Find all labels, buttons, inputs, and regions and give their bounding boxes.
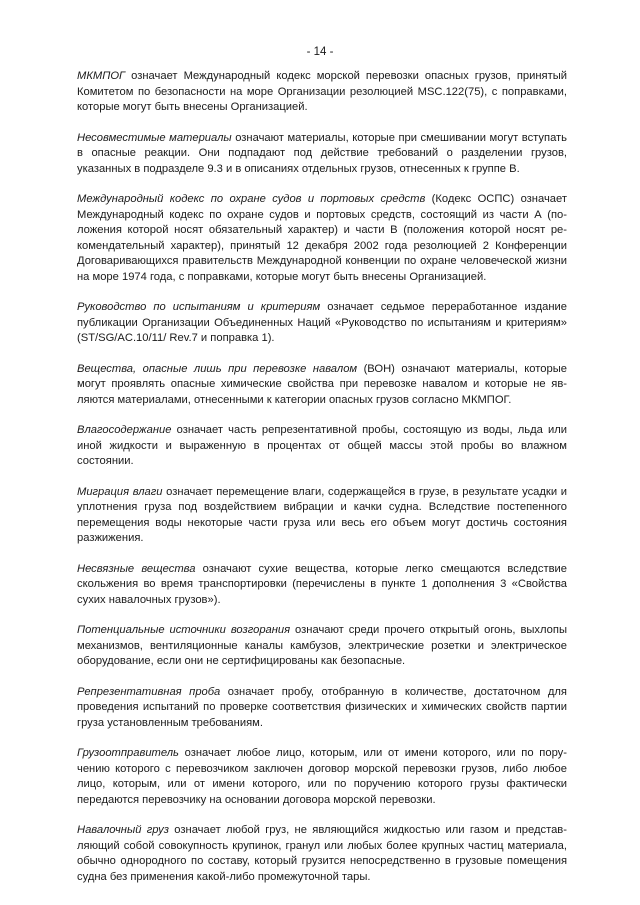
definition-non-cohesive <box>77 562 567 609</box>
term: Навалочный груз <box>77 824 169 836</box>
definition-text: означает любой груз, не являющийся жидкостью или газом и представляющий собой совокупность крупинок, гранул или любых более крупных частиц материала, обычно однородного по составу, который грузится непосредственно в грузовые помещения судна без применения какой-либо промежуточной тары. <box>77 824 567 883</box>
definition-text: означают сухие вещества, которые легко смещаются вследствие скольжения во время транспортировки (перечислены в пункте 1 дополнения 3 «Свойства сухих навалочных грузов»). <box>77 562 567 606</box>
term: Вещества, опасные лишь при перевозке навалом <box>77 362 358 375</box>
term: Несовместимые материалы <box>77 131 232 144</box>
definition-bulk-cargo <box>77 823 567 885</box>
definition-text: (ВОН) означают материалы, которые могут проявлять опасные химические свойства при перевозке навалом и которые не являются материалами, отнесенными к категории опасных грузов согласно МКМПОГ. <box>77 362 567 406</box>
definition-text: означает Международный кодекс морской перевозки опасных грузов, принятый Комитетом по безопасности на море Организации резолюцией MSC.122(75), с поправками, которые могут быть внесены Организацией. <box>77 70 567 113</box>
definition-moisture-content <box>77 423 567 470</box>
definition-text: означает любое лицо, которым, или от имени которого, или по поручению которого с перевозчиком заключен договор морской перевозки грузов, либо любое лицо, которым, или от имени которого, или по поручению которого грузы фактически передаются перевозчику на основании договора морской перевозки. <box>77 747 567 806</box>
definition-mhb <box>77 362 567 409</box>
definition-shipper <box>77 746 567 808</box>
definition-tests-manual <box>77 300 567 347</box>
definition-incompatible-materials <box>77 131 567 178</box>
term: Международный кодекс по охране судов и портовых средств <box>77 193 426 205</box>
term: Миграция влаги <box>77 485 163 498</box>
term: МКМПОГ <box>77 70 126 82</box>
page-number: - 14 - <box>306 46 334 58</box>
definition-text: означают среди прочего открытый огонь, выхлопы механизмов, вентиляционные каналы камбузов, электрические розетки и электрическое оборудование, если они не сертифицированы как безопасные. <box>77 624 567 667</box>
definition-text: означает перемещение влаги, содержащейся в грузе, в результате усадки и уплотнения груза под воздействием вибрации и качки судна. Вследствие постепенного перемещения воды некоторые части груза или весь его объем могут достичь состояния разжижения. <box>77 485 567 544</box>
definition-isps-code <box>77 192 567 285</box>
term: Потенциальные источники возгорания <box>77 624 291 636</box>
term: Руководство по испытаниям и критериям <box>77 301 321 313</box>
term: Несвязные вещества <box>77 562 196 575</box>
definition-representative-sample <box>77 685 567 732</box>
definition-text: означает пробу, отобранную в количестве, достаточном для проведения испытаний по проверке соответствия физических и химических свойств партии груза установленным требованиям. <box>77 685 567 729</box>
definition-text: означает часть репрезентативной пробы, состоящую из воды, льда или иной жидкости и выраженную в процентах от общей массы этой пробы во влажном состоянии. <box>77 424 567 467</box>
term: Влагосодержание <box>77 424 172 436</box>
definitions-list <box>77 69 567 900</box>
definition-text: (Кодекс ОСПС) означает Международный кодекс по охране судов и портовых средств, состоящий из части А (положения которой носят обязательный характер) и части В (положения которой носят рекомендательный характер), принятый 12 декабря 2002 года резолюцией 2 Конференции Договаривающихся правительств Международной конвенции по охране человеческой жизни на море 1974 года, с поправками, которые могут быть внесены Организацией. <box>77 193 567 283</box>
definition-text: означают материалы, которые при смешивании могут вступать в опасные реакции. Они подпадают под действие требований о разделении грузов, указанных в подразделе 9.3 и в описаниях отдельных грузов, отнесенных к группе В. <box>77 131 567 175</box>
definition-mkmpog <box>77 69 567 116</box>
term: Грузоотправитель <box>77 747 179 759</box>
definition-ignition-sources <box>77 623 567 670</box>
definition-text: означает седьмое переработанное издание публикации Организации Объединенных Наций «Руководство по испытаниям и критериям» (ST/SG/AC.10/11/ Rev.7 и поправка 1). <box>77 301 567 344</box>
definition-moisture-migration <box>77 485 567 547</box>
term: Репрезентативная проба <box>77 685 221 698</box>
